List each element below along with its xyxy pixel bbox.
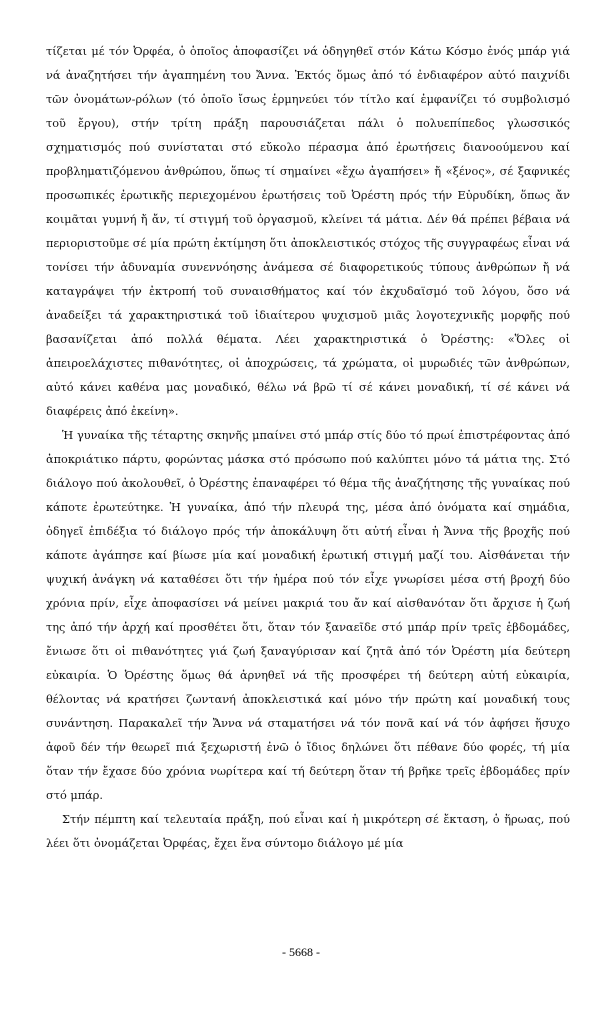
paragraph-3: Στήν πέμπτη καί τελευταία πράξη, πού εἶναι καί ἡ μικρότερη σέ ἔκταση, ὁ ἥρωας, πού λέει ὅτι ὀνομάζεται Ὀρφέας, ἔχει ἕνα σύντομο διάλογο μέ μία — [46, 813, 570, 850]
page-number: - 5668 - — [282, 945, 320, 959]
paragraph-2: Ἡ γυναίκα τῆς τέταρτης σκηνῆς μπαίνει στό μπάρ στίς δύο τό πρωί ἐπιστρέφοντας ἀπό ἀποκριάτικο πάρτυ, φορώντας μάσκα στό πρόσωπο πού καλύπτει μόνο τά μάτια της. Στό διάλογο πού ἀκολουθεῖ, ὁ Ὀρέστης ἐπαναφέρει τό θέμα τῆς ἀναζήτησης τῆς γυναίκας πού κάποτε ἐρωτεύτηκε. Ἡ γυναίκα, ἀπό τήν πλευρά της, μέσα ἀπό ὀνόματα καί σημάδια, ὁδηγεῖ ἐπιδέξια τό διάλογο πρός τήν ἀποκάλυψη ὅτι αὐτή εἶναι ἡ Ἄννα τῆς βροχῆς πού κάποτε ἀγάπησε καί βίωσε μία καί μοναδική ἐρωτική στιγμή μαζί του. Αἰσθάνεται τήν ψυχική ἀνάγκη νά καταθέσει ὅτι τήν ἡμέρα πού τόν εἶχε γνωρίσει μέσα στή βροχή δύο χρόνια πρίν, εἶχε ἀποφασίσει νά μείνει μακριά του ἄν καί αἰσθανόταν ὅτι ἄρχισε ἡ ζωή της ἀπό τήν ἀρχή καί προσθέτει ὅτι, ὅταν τόν ξαναεῖδε στό μπάρ πρίν τρεῖς ἑβδομάδες, ἔνιωσε ὅτι οἱ πιθανότητες γιά ζωή ξαναγύρισαν καί ζητᾶ ἀπό τόν Ὀρέστη μία δεύτερη εὐκαιρία. Ὁ Ὀρέστης ὅμως θά ἀρνηθεῖ νά τῆς προσφέρει τή δεύτερη αὐτή εὐκαιρία, θέλοντας νά κρατήσει ζωντανή ἀποκλειστικά καί μόνο τήν πρώτη καί μοναδική τους συνάντηση. Παρακαλεῖ τήν Ἄννα νά σταματήσει νά τόν πονᾶ καί νά τόν ἀφήσει ἥσυχο ἀφοῦ δέν τήν θεωρεῖ πιά ξεχωριστή ἐνῶ ὁ ἴδιος δηλώνει ὅτι πέθανε δύο φορές, τή μία ὅταν τήν ἔχασε δύο χρόνια νωρίτερα καί τή δεύτερη ὅταν τή βρῆκε τρεῖς ἑβδομάδες πρίν στό μπάρ. — [46, 429, 570, 802]
paragraph-1: τίζεται μέ τόν Ὀρφέα, ὁ ὁποῖος ἀποφασίζει νά ὁδηγηθεῖ στόν Κάτω Κόσμο ἑνός μπάρ γιά νά ἀναζητήσει τήν ἀγαπημένη του Ἄννα. Ἐκτός ὅμως ἀπό τό ἐνδιαφέρον αὐτό παιχνίδι τῶν ὀνομάτων-ρόλων (τό ὁποῖο ἴσως ἑρμηνεύει τόν τίτλο καί ἐμφανίζει τό συμβολισμό τοῦ ἔργου), στήν τρίτη πράξη παρουσιάζεται πάλι ὁ πολυεπίπεδος γλωσσικός σχηματισμός πού συνίσταται στό εὔκολο πέρασμα ἀπό ἐρωτήσεις διανοούμενου καί προβληματιζόμενου ἀνθρώπου, ὅπως τί σημαίνει «ἔχω ἀγαπήσει» ἤ «ξένος», σέ ξαφνικές προσωπικές ἐρωτικῆς περιεχομένου ἐρωτήσεις τοῦ Ὀρέστη πρός τήν Εὐρυδίκη, ὅπως ἄν κοιμᾶται γυμνή ἤ ἄν, τί στιγμή τοῦ ὀργασμοῦ, κλείνει τά μάτια. Δέν θά πρέπει βέβαια νά περιοριστοῦμε σέ μία πρώτη ἐκτίμηση ὅτι ἀποκλειστικός στόχος τῆς συγγραφέως εἶναι νά τονίσει τήν ἀδυναμία συνεννόησης ἀνάμεσα σέ διαφορετικούς τύπους ἀνθρώπων ἤ νά καταγράψει τήν ἐκτροπή τοῦ συναισθήματος καί τόν ἐκχυδαϊσμό τοῦ λόγου, ὅσο νά ἀναδείξει τά χαρακτηριστικά τοῦ ἰδιαίτερου ψυχισμοῦ μιᾶς λογοτεχνικῆς μορφῆς πού βασανίζεται ἀπό πολλά θέματα. Λέει χαρακτηριστικά ὁ Ὀρέστης: «Ὅλες οἱ ἀπειροελάχιστες πιθανότητες, οἱ ἀποχρώσεις, τά χρώματα, οἱ μυρωδιές τῶν ἀνθρώπων, αὐτό κάνει καθένα μας μοναδικό, θέλω νά βρῶ τί σέ κάνει μοναδική, τί σέ κάνει νά διαφέρεις ἀπό ἐκείνη». — [46, 45, 570, 418]
page-body — [46, 40, 570, 856]
